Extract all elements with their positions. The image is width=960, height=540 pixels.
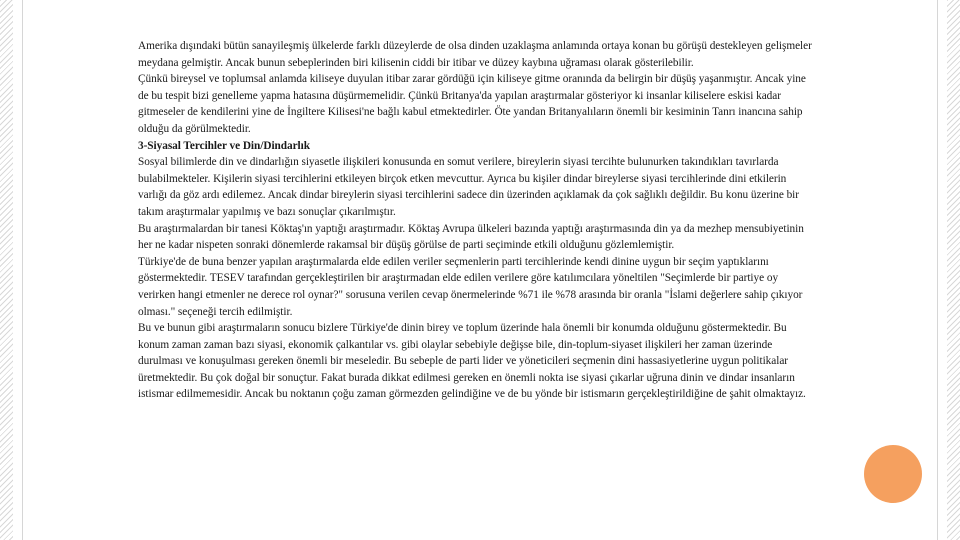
paragraph-intro: Amerika dışındaki bütün sanayileşmiş ülkelerde farklı düzeylerde de olsa dinden uzaklaşma anlamında ortaya konan bu görüşü destekleyen gelişmeler meydana gelmiştir. Ancak bunun sebeplerinden biri kilisenin ciddi bir itibar ve düzey kaybına uğraması olarak gösterilebilir. [138,40,812,69]
left-decorative-border [0,0,13,540]
right-frame-line [937,0,938,540]
paragraph-political-preferences: Sosyal bilimlerde din ve dindarlığın siyasetle ilişkileri konusunda en somut verilere, bireylerin siyasi tercihte bulunurken takındıkları tavırlarda bulabilmekteler. Kişilerin siyasi tercihlerini etkileyen birçok etken mevcuttur. Ayrıca bu kişiler dindar bireylerse siyasi tercihlerinde dini etkilerin varlığı da göz ardı edilemez. Ancak dindar bireylerin siyasi tercihlerini sadece din üzerinden açıklamak da çok sağlıklı değildir. Bu konu üzerine bir takım araştırmalar yapılmış ve bazı sonuçlar çıkarılmıştır. [138,156,799,218]
paragraph-turkey-research: Türkiye'de de buna benzer yapılan araştırmalarda elde edilen veriler seçmenlerin parti tercihlerinde kendi dinine uygun bir seçim yaptıklarını göstermektedir. TESEV tarafından gerçekleştirilen bir araştırmadan elde edilen verilere göre katılımcılara yöneltilen "Seçimlerde bir partiye oy verirken hangi etmenler ne derece rol oynar?" sorusuna verilen cevap önermelerinde %71 ile %78 arasında bir oranla "İslami değerlere sahip çıkıyor olması." seçeneği tercih edilmiştir. [138,255,803,318]
paragraph-conclusion: Bu ve bunun gibi araştırmaların sonucu bizlere Türkiye'de dinin birey ve toplum üzerinde hala önemli bir konumda olduğunu göstermektedir. Bu konum zaman zaman bazı siyasi, ekonomik çalkantılar vs. gibi olaylar sebebiyle değişse bile, din-toplum-siyaset ilişkileri her zaman üzerinde durulması ve konuşulması gereken önemli bir meseledir. Bu sebeple de parti lider ve yöneticileri seçmenin dini hassasiyetlerine uygun politikalar üretmektedir. Bu çok doğal bir sonuçtur. Fakat burada dikkat edilmesi gereken en önemli nokta ise siyasi çıkarlar uğruna dinin ve dindar insanların istismar edilmemesidir. Ancak bu noktanın çoğu zaman görmezden gelindiğine ve de bu yönde bir istismarın gerçekleştirildiğine de şahit olmaktayız. [138,322,806,401]
slide-body-text [138,38,818,403]
section-heading: 3-Siyasal Tercihler ve Din/Dindarlık [138,139,310,152]
right-decorative-border [947,0,960,540]
decorative-orange-circle [864,445,922,503]
left-frame-line [22,0,23,540]
paragraph-church-attendance: Çünkü bireysel ve toplumsal anlamda kiliseye duyulan itibar zarar gördüğü için kiliseye gitme oranında da belirgin bir düşüş yaşanmıştır. Ancak yine de bu tespit bizi genelleme yapma hatasına düşürmemelidir. Çünkü Britanya'da yapılan araştırmalar gösteriyor ki insanlar kiliselere eskisi kadar gitmeseler de kendilerini yine de İngiltere Kilisesi'ne bağlı kabul etmektedirler. Öte yandan Britanyalıların önemli bir kesiminin Tanrı inancına sahip olduğu da görülmektedir. [138,73,806,135]
paragraph-koktas-research: Bu araştırmalardan bir tanesi Köktaş'ın yaptığı araştırmadır. Köktaş Avrupa ülkeleri bazında yaptığı araştırmasında din ya da mezhep mensubiyetinin her ne kadar nispeten sonraki dönemlerde rakamsal bir düşüş görülse de parti seçiminde etkili olduğunu gözlemlemiştir. [138,222,804,252]
